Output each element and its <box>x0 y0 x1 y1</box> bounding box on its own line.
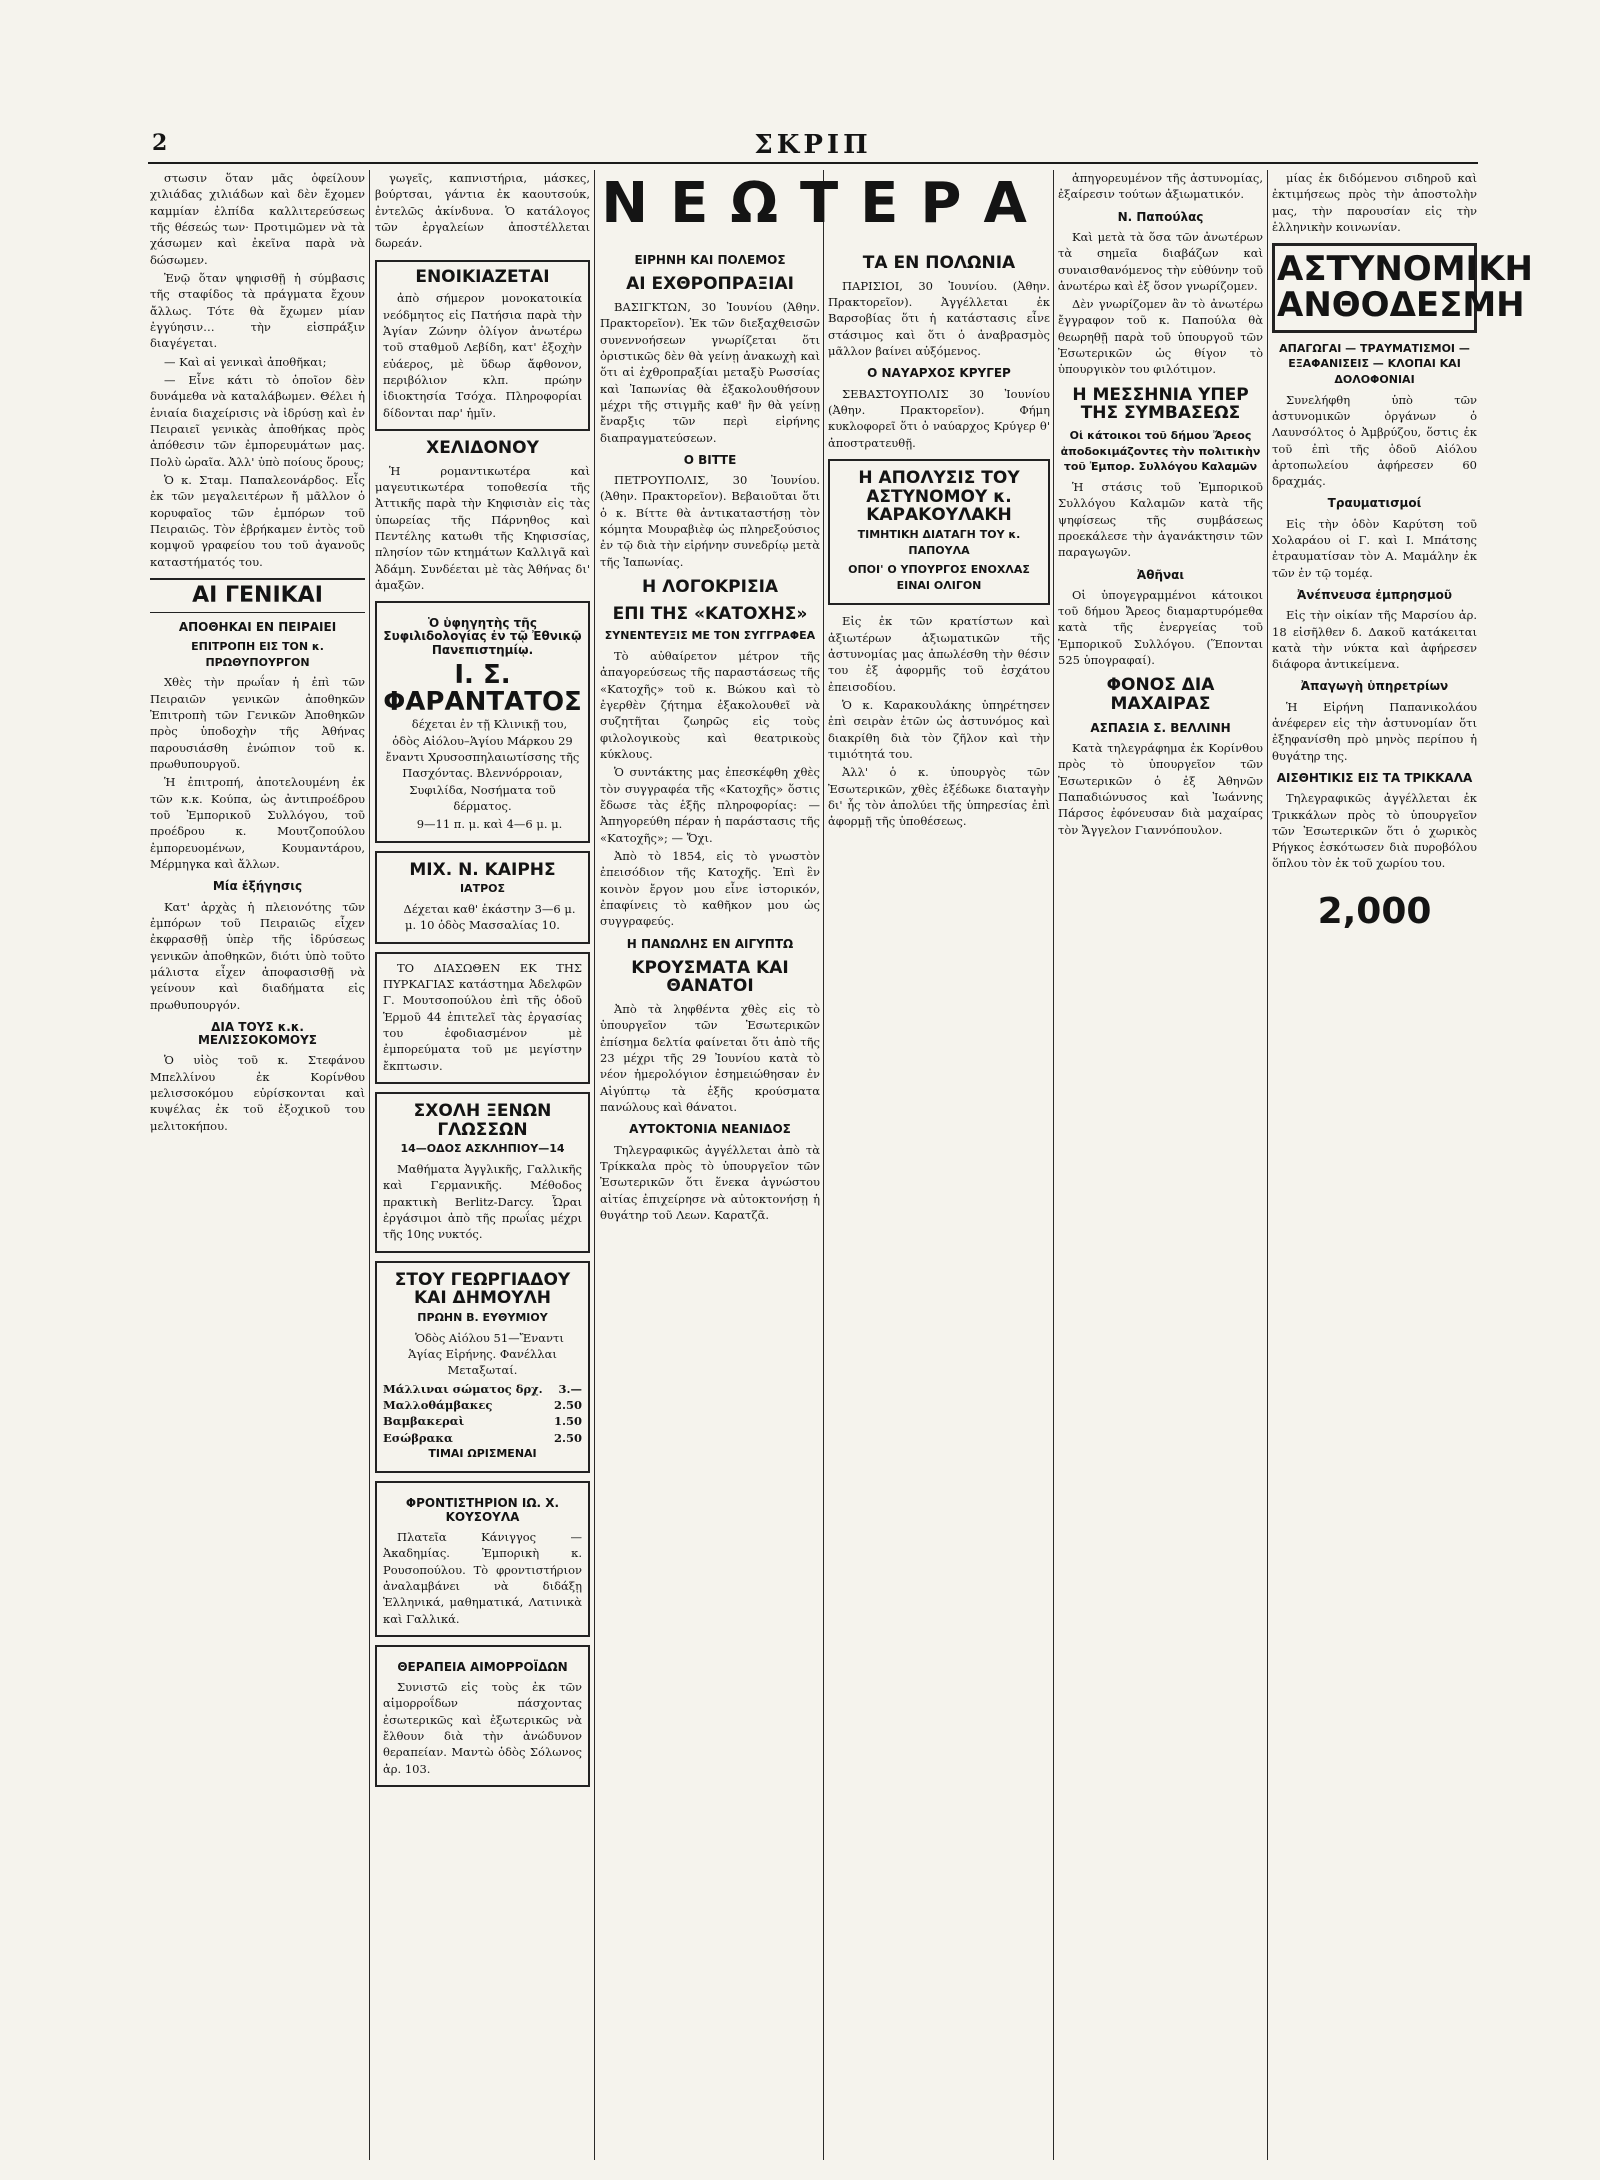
figure-number: 2,000 <box>1317 890 1432 932</box>
article-text: Συνελήφθη ὑπὸ τῶν ἀστυνομικῶν ὀργάνων ὁ Λαυνσόλτος ὁ Ἀμβρύζου, ὅστις ἐκ τοῦ ἐπὶ τῆς ὁδοῦ Αἰόλου ἀρτοπωλείου ἀφήρεσεν 60 δραχμάς. <box>1272 392 1477 489</box>
section-heading: Η ΛΟΓΟΚΡΙΣΙΑ <box>641 576 779 597</box>
section-heading: ΑΙ ΓΕΝΙΚΑΙ <box>150 578 365 613</box>
article-text: Ἀπὸ τὸ 1854, εἰς τὸ γνωστὸν ἐπεισόδιον τῆς Κατοχῆς. Ἐπὶ ἓν κοινὸν ἔργον μου εἶνε ἱστορικόν, ἐπαφίνεις τὸ καθῆκον μου ὡς συγγραφεύς. <box>600 848 820 929</box>
notice-text: ΤΟ ΔΙΑΣΩΘΕΝ ΕΚ ΤΗΣ ΠΥΡΚΑΓΙΑΣ κατάστημα Ἀδελφῶν Γ. Μουτσοπούλου ἐπὶ τῆς ὁδοῦ Ἑρμοῦ 44 ἐπιτελεῖ τὰς ἐργασίας του ἐφοδιασμένον μὲ ἐμπορεύματα τοῦ με μεγίστην ἔκπτωσιν. <box>383 960 582 1073</box>
column-3 <box>600 246 820 2160</box>
ad-title: ΘΕΡΑΠΕΙΑ ΑΙΜΟΡΡΟΪΔΩΝ <box>397 1659 568 1674</box>
price-row: Μάλλιναι σώματος δρχ. 3.— <box>383 1381 582 1396</box>
section-heading: ΚΡΟΥΣΜΑΤΑ ΚΑΙ ΘΑΝΑΤΟΙ <box>631 957 789 997</box>
article-text: Χθὲς τὴν πρωΐαν ἡ ἐπὶ τῶν Πειραιῶν γενικῶν ἀποθηκῶν Ἐπιτροπὴ τῶν Γενικῶν Ἀποθηκῶν πρὸς ὑποδοχὴν τῆς Ἀθήνας παρουσιάσθη ἐνώπιον τοῦ κ. πρωθυπουργοῦ. <box>150 675 365 772</box>
notice-text: ἀπὸ σήμερον μονοκατοικία νεόδμητος εἰς Πατήσια παρὰ τὴν Ἁγίαν Ζώνην ὀλίγον ἀνωτέρω τοῦ σταθμοῦ Λεβίδη, κατ' ἐξοχὴν εὐάερος, μὲ ὕδωρ ἄφθονον, περιβόλιον κλπ. πρώην ἰδιοκτησία Τσόχα. Πληροφορίαι δίδονται παρ' ἡμῖν. <box>383 291 582 420</box>
rental-notice <box>375 260 590 431</box>
ad-title: ΦΡΟΝΤΙΣΤΗΡΙΟΝ ΙΩ. Χ. ΚΟΥΣΟΥΛΑ <box>405 1496 560 1524</box>
section-subheading: ΕΠΙΤΡΟΠΗ ΕΙΣ ΤΟΝ κ. ΠΡΩΘΥΠΟΥΡΓΟΝ <box>191 640 324 669</box>
section-subheading: Τραυματισμοί <box>1327 496 1422 511</box>
section-subheading: Ἀνέπνευσα ἐμπρησμοῦ <box>1296 587 1452 602</box>
page-number: 2 <box>152 130 168 156</box>
ad-subtitle: Ὁ ὑφηγητὴς τῆς Συφιλιδολογίας ἐν τῷ Ἐθνικῷ Πανεπιστημίῳ. <box>383 616 582 657</box>
article-text: Ὁ συντάκτης μας ἐπεσκέφθη χθὲς τὸν συγγραφέα τῆς «Κατοχῆς» ὅστις ἔδωσε τὰς ἑξῆς πληροφορίας: — Ἀπηγορεύθη πέραν ἡ παράστασις τῆς «Κατοχῆς»; — Ὄχι. <box>600 765 820 845</box>
column-rule <box>1267 170 1268 2160</box>
ad-footer: ΤΙΜΑΙ ΩΡΙΣΜΕΝΑΙ <box>428 1446 537 1460</box>
price-row: Μαλλοθάμβακες 2.50 <box>383 1397 582 1412</box>
section-subheading: ΑΠΟΘΗΚΑΙ ΕΝ ΠΕΙΡΑΙΕΙ <box>178 620 337 635</box>
article-text: Ὁ υἱὸς τοῦ κ. Στεφάνου Μπελλίνου ἐκ Κορίνθου μελισσοκόμου εὐρίσκονται καὶ κυψέλας ἐκ τοῦ ἐξοχικοῦ του μελιτοκήπου. <box>150 1053 365 1133</box>
article-text: ΠΕΤΡΟΥΠΟΛΙΣ, 30 Ἰουνίου. (Ἀθην. Πρακτορεῖον). Βεβαιοῦται ὅτι ὁ κ. Βίττε θὰ ἀντικαταστήσῃ τὸν κόμητα Μουραβιὲφ ὡς πληρεξούσιος ἐν τῷ διὰ τὴν εἰρήνην συνεδρίῳ μετὰ τῆς Ἰαπωνίας. <box>600 473 820 569</box>
article-text: Δὲν γνωρίζομεν ἂν τὸ ἀνωτέρω ἔγγραφον τοῦ κ. Παπούλα θὰ θεωρηθῇ παρὰ τοῦ ὑπουργοῦ τῶν Ἐσωτερικῶν ὡς θίγον τὸ ὑπουργικὸν του φιλότιμον. <box>1058 297 1263 377</box>
shop-ad <box>375 1261 590 1474</box>
article-text: ΣΕΒΑΣΤΟΥΠΟΛΙΣ 30 Ἰουνίου (Ἀθην. Πρακτορεῖον). Φήμη κυκλοφορεῖ ὅτι ὁ ναύαρχος Κρύγερ θ' ἀποστρατευθῇ. <box>828 386 1050 450</box>
article-text: Ἀλλ' ὁ κ. ὑπουργὸς τῶν Ἐσωτερικῶν, χθὲς ἐξέδωκε διαταγὴν δι' ἧς τὸν ἀπολύει τῆς ὑπηρεσίας ἐπὶ ἀφορμῇ τῆς ὑποθέσεως. <box>828 765 1050 829</box>
article-text: — Καὶ αἱ γενικαὶ ἀποθῆκαι; <box>164 354 327 369</box>
section-subheading: ΑΥΤΟΚΤΟΝΙΑ ΝΕΑΝΙΔΟΣ <box>629 1122 791 1137</box>
store-notice <box>375 952 590 1084</box>
section-heading: ΤΑ ΕΝ ΠΟΛΩΝΙΑ <box>862 253 1016 273</box>
column-1 <box>150 170 365 2160</box>
section-heading: ΑΙ ΕΧΘΡΟΠΡΑΞΙΑΙ <box>626 274 794 295</box>
article-text: στωσιν ὅταν μᾶς ὀφείλουν χιλιάδας χιλιάδων καὶ δὲν ἔχομεν καμμίαν ἐλπίδα καλλιτερεύσεως τῆς θέσεώς των· Προτιμῶμεν νὰ τὰ χάσωμεν καὶ ἐκεῖνα παρὰ νὰ δώσωμεν. <box>150 171 365 267</box>
article-text: Εἰς τὴν ὁδὸν Καρύτση τοῦ Χολαράου οἱ Γ. καὶ Ι. Μπάτσης ἐτραυματίσαν τὸν Α. Μαμάλην ἐκ τῶν ἐν τῷ τομέᾳ. <box>1272 516 1477 580</box>
column-rule <box>823 170 824 2160</box>
ad-title: Ι. Σ. ΦΑΡΑΝΤΑΤΟΣ <box>383 659 582 718</box>
article-text: ΠΑΡΙΣΙΟΙ, 30 Ἰουνίου. (Ἀθην. Πρακτορεῖον). Ἀγγέλλεται ἐκ Βαρσοβίας ὅτι ἡ κατάστασις εἶνε στάσιμος καὶ ὅτι ὁ ἀναβρασμὸς μᾶλλον βαίνει αὐξόμενος. <box>828 278 1050 358</box>
newspaper-name: ΣΚΡΙΠ <box>754 130 872 160</box>
section-subheading: ΔΙΑ ΤΟΥΣ κ.κ. ΜΕΛΙΣΣΟΚΟΜΟΥΣ <box>197 1019 317 1048</box>
school-ad <box>375 1092 590 1253</box>
price-row: Βαμβακεραὶ 1.50 <box>383 1414 582 1429</box>
article-text: Εἰς τὴν οἰκίαν τῆς Μαρσίου ἀρ. 18 εἰσῆλθεν δ. Δακοῦ κατάκειται κατὰ τὴν νύκτα καὶ ἀφήρεσεν διάφορα ἀντικείμενα. <box>1272 608 1477 672</box>
section-subheading: Ο ΒΙΤΤΕ <box>683 452 737 467</box>
section-subheading: Οἱ κάτοικοι τοῦ δήμου Ἄρεος ἀποδοκιμάζοντες τὴν πολιτικὴν τοῦ Ἐμπορ. Συλλόγου Καλαμῶν <box>1060 429 1261 474</box>
column-rule <box>594 170 595 2160</box>
ad-subtitle: 14—ΟΔΟΣ ΑΣΚΛΗΠΙΟΥ—14 <box>400 1142 565 1156</box>
section-heading: ΦΟΝΟΣ ΔΙΑ ΜΑΧΑΙΡΑΣ <box>1106 675 1215 715</box>
column-6 <box>1272 170 1533 2160</box>
column-4 <box>828 246 1050 2160</box>
police-chronicle-heading <box>1272 243 1533 332</box>
article-text: Ὁ κ. Σταμ. Παπαλεονάρδος. Εἷς ἐκ τῶν μεγαλειτέρων ἤ μᾶλλον ὁ κορυφαῖος τῶν ἐμπόρων τοῦ Πειραιῶς. Τὸν ἐβρήκαμεν ἐντὸς τοῦ κομψοῦ γραφείου του τοῦ ἀγανοῦς καταστήματός του. <box>150 472 365 569</box>
ad-text: δέχεται ἐν τῇ Κλινικῇ του, ὁδὸς Αἰόλου–Ἁγίου Μάρκου 29 ἔναντι Χρυσοσπηλαιωτίσσης τῆς Πασχόντας. Βλεννόρροιαν, Συφιλίδα, Νοσήματα τοῦ δέρματος. <box>385 717 580 814</box>
article-text: Καὶ μετὰ τὰ ὅσα τῶν ἀνωτέρων τὰ σημεῖα διαβάζων καὶ συναισθανόμενος τὴν εὐθύνην τοῦ ἀνωτέρω καὶ ἐξ ὅσον γνωρίζομεν. <box>1058 229 1263 293</box>
column-2 <box>375 170 590 2160</box>
article-text: Ἐνῷ ὅταν ψηφισθῇ ἡ σύμβασις τῆς σταφίδος τὰ πράγματα ἔχουν ἄλλως. Τότε θὰ ἔχωμεν μίαν ἐγγύησιν… τὴν εἰσπράξιν διαγέγεται. <box>150 270 365 351</box>
price-row: Εσώβρακα 2.50 <box>383 1430 582 1445</box>
column-rule <box>369 170 370 2160</box>
section-heading: Η ΑΠΟΛΥΣΙΣ ΤΟΥ ΑΣΤΥΝΟΜΟΥ κ. ΚΑΡΑΚΟΥΛΑΚΗ <box>858 467 1020 526</box>
section-subheading: Η ΠΑΝΩΛΗΣ ΕΝ ΑΙΓΥΠΤΩ <box>626 936 794 951</box>
section-subheading: ΑΣΠΑΣΙΑ Σ. ΒΕΛΛΙΝΗ <box>1090 720 1231 735</box>
heading-line: ΑΝΘΟΔΕΣΜΗ <box>1277 285 1525 325</box>
doctor-ad-2 <box>375 851 590 944</box>
article-text: ἀπηγορευμένον τῆς ἀστυνομίας, ἐξαίρεσιν τούτων ἀξιωματικόν. <box>1058 171 1263 202</box>
section-heading: ΕΠΙ ΤΗΣ «ΚΑΤΟΧΗΣ» <box>612 603 808 624</box>
masthead <box>148 130 1478 164</box>
section-subheading: Μία ἐξήγησις <box>212 879 303 894</box>
article-text: γωγεῖς, καπνιστήρια, μάσκες, βούρτσαι, γάντια ἐκ καουτσούκ, ἐντελῶς ἀκίνδυνα. Ὁ κατάλογος τῶν ἐργαλείων ἀποστέλλεται δωρεάν. <box>375 171 590 251</box>
article-text: Οἱ ὑπογεγραμμένοι κάτοικοι τοῦ δήμου Ἄρεος διαμαρτυρόμεθα κατὰ τῆς ἐνεργείας τοῦ Ἐμπορικοῦ Συλλόγου. (Ἕπονται 525 ὑπογραφαί). <box>1058 587 1263 668</box>
column-rule <box>1053 170 1054 2160</box>
section-subheading: Ἀθῆναι <box>1136 567 1185 582</box>
ad-text: Δέχεται καθ' ἑκάστην 3—6 μ. μ. 10 ὁδὸς Μασσαλίας 10. <box>403 902 576 933</box>
section-subheading: ΟΠΟΙ' Ο ΥΠΟΥΡΓΟΣ ΕΝΟΧΛΑΣ ΕΙΝΑΙ ΟΛΙΓΟΝ <box>848 563 1030 592</box>
section-heading: Η ΜΕΣΣΗΝΙΑ ΥΠΕΡ ΤΗΣ ΣΥΜΒΑΣΕΩΣ <box>1072 384 1249 424</box>
article-text: μίας ἐκ διδόμενου σιδηροῦ καὶ ἐκτιμήσεως πρὸς τὴν ἀποστολὴν μας, τὴν παρουσίαν εἰς τὴν ἑλληνικὴν κοινωνίαν. <box>1272 171 1477 234</box>
section-subheading: Ο ΝΑΥΑΡΧΟΣ ΚΡΥΓΕΡ <box>867 366 1011 381</box>
doctor-ad <box>375 601 590 842</box>
ad-subtitle: ΙΑΤΡΟΣ <box>459 882 506 896</box>
section-subheading: ΑΙΣΘΗΤΙΚΙΣ ΕΙΣ ΤΑ ΤΡΙΚΚΑΛΑ <box>1276 770 1473 785</box>
ad-subtitle: ΠΡΩΗΝ Β. ΕΥΘΥΜΙΟΥ <box>417 1310 548 1324</box>
article-text: Ἡ στάσις τοῦ Ἐμπορικοῦ Συλλόγου Καλαμῶν κατὰ τῆς ψηφίσεως τῆς συμβάσεως προεκάλεσε τὴν ἀγανάκτησιν τῶν παραγωγῶν. <box>1058 480 1263 560</box>
column-5 <box>1058 170 1263 2160</box>
tutoring-ad <box>375 1481 590 1636</box>
section-subheading: ΑΠΑΓΩΓΑΙ — ΤΡΑΥΜΑΤΙΣΜΟΙ — ΕΞΑΦΑΝΙΣΕΙΣ — ΚΛΟΠΑΙ ΚΑΙ ΔΟΛΟΦΟΝΙΑΙ <box>1279 341 1470 386</box>
headline-box <box>828 459 1050 606</box>
article-text: Κατ' ἀρχὰς ἡ πλειονότης τῶν ἐμπόρων τοῦ Πειραιῶς εἶχεν ἐκφρασθῇ ὑπὲρ τῆς ἱδρύσεως γενικῶν ἀποθηκῶν, διότι ὑπὸ τοῦτο μάλιστα εἶχεν ἀποφασισθῇ νὰ γείνουν καὶ διαδήματα εἰς πρωθυπουργόν. <box>150 899 365 1012</box>
article-text: Ὁ κ. Καρακουλάκης ὑπηρέτησεν ἐπὶ σειρὰν ἐτῶν ὡς ἀστυνόμος καὶ διακρίθη διὰ τὸν ζῆλον καὶ τὴν τιμιότητά του. <box>828 697 1050 761</box>
notice-title: ΕΝΟΙΚΙΑΖΕΤΑΙ <box>415 266 550 287</box>
article-text: — Εἶνε κάτι τὸ ὁποῖον δὲν δυνάμεθα νὰ καταλάβωμεν. Θέλει ἡ ἑνιαία διαχείρισις νὰ ἱδρύσῃ καὶ ἐν Πειραιεῖ γενικὰς ἀποθήκας πρὸς ἀπόθεσιν τῶν ἐμπορευμάτων μας. Πολὺ ὡραῖα. Ἀλλ' ὑπὸ ποίους ὅρους; <box>150 372 365 469</box>
ad-text: Συνιστῶ εἰς τοὺς ἐκ τῶν αἱμορροΐδων πάσχοντας ἐσωτερικῶς καὶ ἐξωτερικῶς νὰ ἔλθουν διὰ τὴν ἀνώδυνον θεραπείαν. Μαντὼ ὁδὸς Σόλωνος ἀρ. 103. <box>383 1680 582 1776</box>
ad-title: ΣΤΟΥ ΓΕΩΡΓΙΑΔΟΥ ΚΑΙ ΔΗΜΟΥΛΗ <box>394 1269 571 1309</box>
article-text: Τηλεγραφικῶς ἀγγέλλεται ἀπὸ τὰ Τρίκκαλα πρὸς τὸ ὑπουργεῖον τῶν Ἐσωτερικῶν ὅτι ἕνεκα ἀγνώστου αἰτίας ἐπιχείρησε νὰ αὐτοκτονήσῃ ἡ θυγάτηρ τοῦ Λεων. Καρατζᾶ. <box>600 1142 820 1222</box>
section-subheading: Ν. Παπούλας <box>1117 209 1204 224</box>
news-banner: ΝΕΩΤΕΡΑ <box>601 171 1049 236</box>
section-subheading: ΤΙΜΗΤΙΚΗ ΔΙΑΤΑΓΗ ΤΟΥ κ. ΠΑΠΟΥΛΑ <box>857 527 1021 557</box>
article-text: Εἰς ἐκ τῶν κρατίστων καὶ ἀξιωτέρων ἀξιωματικῶν τῆς ἀστυνομίας μας ἀπωλέσθη τὴν θέσιν του ἐξ ἀφορμῆς τοῦ ἐσχάτου ἐπεισοδίου. <box>828 614 1050 694</box>
section-subheading: ΣΥΝΕΝΤΕΥΞΙΣ ΜΕ ΤΟΝ ΣΥΓΓΡΑΦΕΑ <box>604 629 816 643</box>
section-subheading: ΕΙΡΗΝΗ ΚΑΙ ΠΟΛΕΜΟΣ <box>634 253 786 267</box>
ad-title: ΜΙΧ. Ν. ΚΑΙΡΗΣ <box>409 859 556 880</box>
medical-ad <box>375 1645 590 1787</box>
article-text: Κατὰ τηλεγράφημα ἐκ Κορίνθου πρὸς τὸ ὑπουργεῖον τῶν Ἐσωτερικῶν ὁ ἐξ Ἀθηνῶν Παπαδιώνυσος καὶ Ἰωάννης Πάρσος ἐφόνευσαν διὰ μαχαίρας τὸν Ἄγγελον Γιαννόπουλον. <box>1058 741 1263 837</box>
article-text: Τηλεγραφικῶς ἀγγέλλεται ἐκ Τρικκάλων πρὸς τὸ ὑπουργεῖον τῶν Ἐσωτερικῶν ὅτι ὁ χωρικὸς Ρήγκος ἐσκότωσεν διὰ πυροβόλου ὅπλου τὸν ἐκ τοῦ χωρίου του. <box>1272 791 1477 871</box>
article-text: Τὸ αὐθαίρετον μέτρον τῆς ἀπαγορεύσεως τῆς παραστάσεως τῆς «Κατοχῆς» τοῦ κ. Βώκου καὶ τὸ ἐγερθὲν ζήτημα ἐξακολουθεῖ νὰ συζητῆται ζωηρῶς εἰς τοὺς φιλολογικοὺς καὶ θεατρικοὺς κύκλους. <box>600 648 820 761</box>
section-heading: ΧΕΛΙΔΟΝΟΥ <box>426 437 539 458</box>
ad-text: Πλατεῖα Κάνιγγος — Ἀκαδημίας. Ἐμπορικὴ κ. Ρουσοπούλου. Τὸ φροντιστήριον ἀναλαμβάνει νὰ διδάξῃ Ἑλληνικά, μαθηματικά, Λατινικὰ καὶ Γαλλικά. <box>383 1529 582 1626</box>
article-text: Ἡ ἐπιτροπή, ἀποτελουμένη ἐκ τῶν κ.κ. Κούπα, ὡς ἀντιπροέδρου τοῦ Ἐμπορικοῦ Συλλόγου, τοῦ προέδρου κ. Μουτζοπούλου ἐμπορευομένων, Κουμαντάρου, Μέρμηγκα καὶ ἄλλων. <box>150 775 365 872</box>
article-text: Ἡ Εἰρήνη Παπανικολάου ἀνέφερεν εἰς τὴν ἀστυνομίαν ὅτι ἐξηφανίσθη πρὸ μηνὸς περίπου ἡ θυγάτηρ της. <box>1272 699 1477 763</box>
article-text: Ἡ ρομαντικωτέρα καὶ μαγευτικωτέρα τοποθεσία τῆς Ἀττικῆς παρὰ τὴν Κηφισιὰν εἰς τὰς ὑπωρείας τῆς Πάρνηθος καὶ Πεντέλης κατωθι τῆς Κηφισσίας, πλησίον τῶν κτημάτων Καλλιγᾶ καὶ Ἀδάμη. Συνδέεται μὲ τὰς Ἀθήνας δι' ἁμαξῶν. <box>375 463 590 592</box>
article-text: ΒΑΣΙΓΚΤΩΝ, 30 Ἰουνίου (Ἀθην. Πρακτορεῖον). Ἐκ τῶν διεξαχθεισῶν συνεννοήσεων γνωρίζεται ὅτι ὀριστικῶς δὲν θὰ γείνῃ ἀνακωχὴ καὶ ὅτι αἱ ἐχθροπραξίαι μεταξὺ Ρωσσίας καὶ Ἰαπωνίας θὰ ἐξακολουθήσουν μέχρι τῆς στιγμῆς καθ' ἣν θὰ γείνῃ ἔναρξις τῶν περὶ εἰρήνης διαπραγματεύσεων. <box>600 299 820 445</box>
ad-text: Ὁδὸς Αἰόλου 51—Ἔναντι Ἁγίας Εἰρήνης. Φανέλλαι Μεταξωταί. <box>408 1330 564 1378</box>
ad-text: Μαθήματα Ἀγγλικῆς, Γαλλικῆς καὶ Γερμανικῆς. Μέθοδος πρακτικὴ Berlitz-Darcy. Ὧραι ἐργάσιμοι ἀπὸ τῆς πρωΐας μέχρι τῆς 10ης νυκτός. <box>383 1161 582 1242</box>
heading-line: ΑΣΤΥΝΟΜΙΚΗ <box>1277 249 1533 290</box>
ad-title: ΣΧΟΛΗ ΞΕΝΩΝ ΓΛΩΣΣΩΝ <box>413 1100 552 1140</box>
article-text: Ἀπὸ τὰ ληφθέντα χθὲς εἰς τὸ ὑπουργεῖον τῶν Ἐσωτερικῶν ἐπίσημα δελτία φαίνεται ὅτι ἀπὸ τῆς 23 μέχρι τῆς 29 Ἰουνίου κατὰ τὸ νέον ἡμερολόγιον ἐσημειώθησαν ἐν Αἰγύπτῳ τὰ ἑξῆς κρούσματα πανώλους καὶ θάνατοι. <box>600 1002 820 1115</box>
section-subheading: Ἀπαγωγὴ ὑπηρετρίων <box>1300 679 1449 694</box>
ad-hours: 9—11 π. μ. καὶ 4—6 μ. μ. <box>416 817 563 832</box>
